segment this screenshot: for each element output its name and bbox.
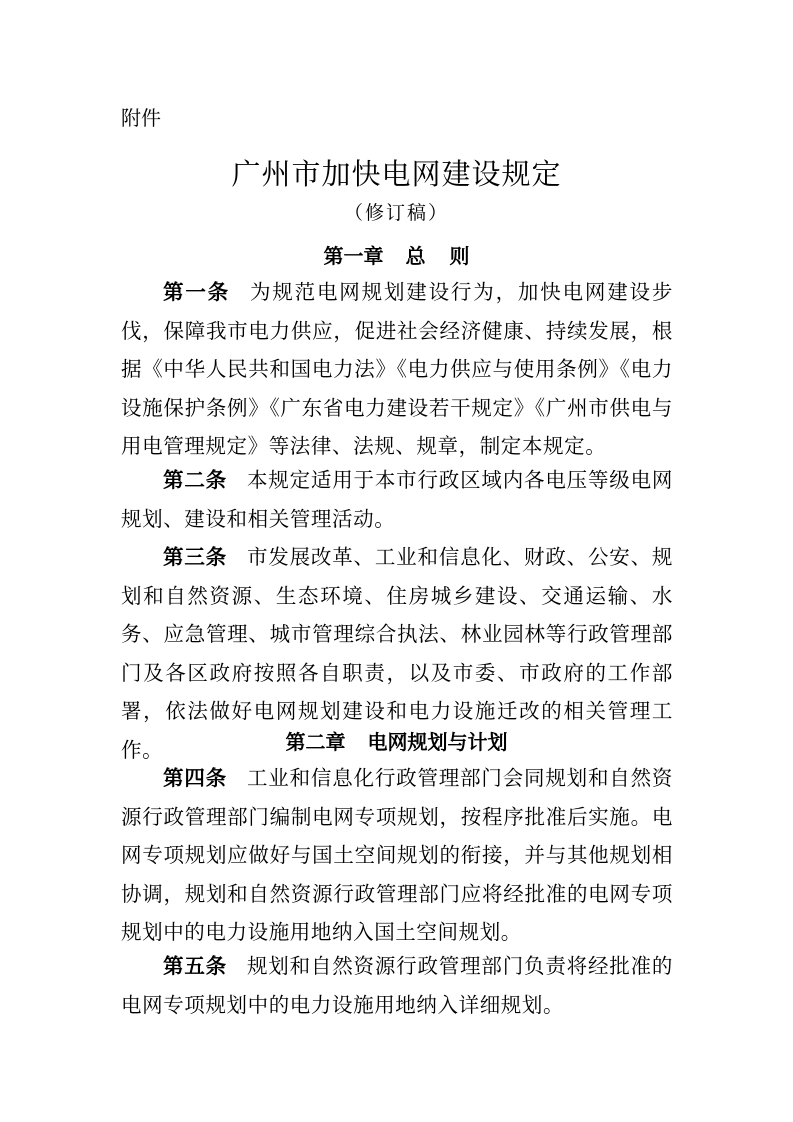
article-number: 第四条 xyxy=(163,766,227,790)
article-4 xyxy=(121,759,673,952)
article-number: 第三条 xyxy=(163,545,227,569)
article-text: 市发展改革、工业和信息化、财政、公安、规划和自然资源、生态环境、住房城乡建设、交通运输、水务、应急管理、城市管理综合执法、林业园林等行政管理部门及各区政府按照各自职责，以及市委、市政府的工作部署，依法做好电网规划建设和电力设施迁改的相关管理工作。 xyxy=(121,545,674,762)
article-number: 第一条 xyxy=(163,280,230,304)
article-text: 规划和自然资源行政管理部门负责将经批准的电网专项规划中的电力设施用地纳入详细规划。 xyxy=(121,954,674,1017)
article-text: 为规范电网规划建设行为，加快电网建设步伐，保障我市电力供应，促进社会经济健康、持续发展，根据《中华人民共和国电力法》《电力供应与使用条例》《电力设施保护条例》《广东省电力建设若干规定》《广州市供电与用电管理规定》等法律、法规、规章，制定本规定。 xyxy=(121,280,673,458)
article-1 xyxy=(121,273,673,466)
article-number: 第五条 xyxy=(163,954,227,978)
chapter-heading-2 xyxy=(0,727,793,757)
attachment-label: 附件 xyxy=(121,106,161,130)
chapter-number: 第二章 xyxy=(285,730,346,754)
article-5 xyxy=(121,947,673,1024)
chapter-name-part: 则 xyxy=(449,244,470,268)
article-text: 工业和信息化行政管理部门会同规划和自然资源行政管理部门编制电网专项规划，按程序批准后实施。电网专项规划应做好与国土空间规划的衔接，并与其他规划相协调，规划和自然资源行政管理部门应将经批准的电网专项规划中的电力设施用地纳入国土空间规划。 xyxy=(121,766,674,944)
article-number: 第二条 xyxy=(163,468,227,492)
chapter-name: 电网规划与计划 xyxy=(367,730,508,754)
chapter-heading-1 xyxy=(0,241,793,271)
document-subtitle: （修订稿） xyxy=(343,202,449,224)
article-2 xyxy=(121,461,673,538)
chapter-name-part: 总 xyxy=(405,244,426,268)
chapter-number: 第一章 xyxy=(323,244,384,268)
document-title: 广州市加快电网建设规定 xyxy=(231,157,562,191)
article-text: 本规定适用于本市行政区域内各电压等级电网规划、建设和相关管理活动。 xyxy=(121,468,674,531)
